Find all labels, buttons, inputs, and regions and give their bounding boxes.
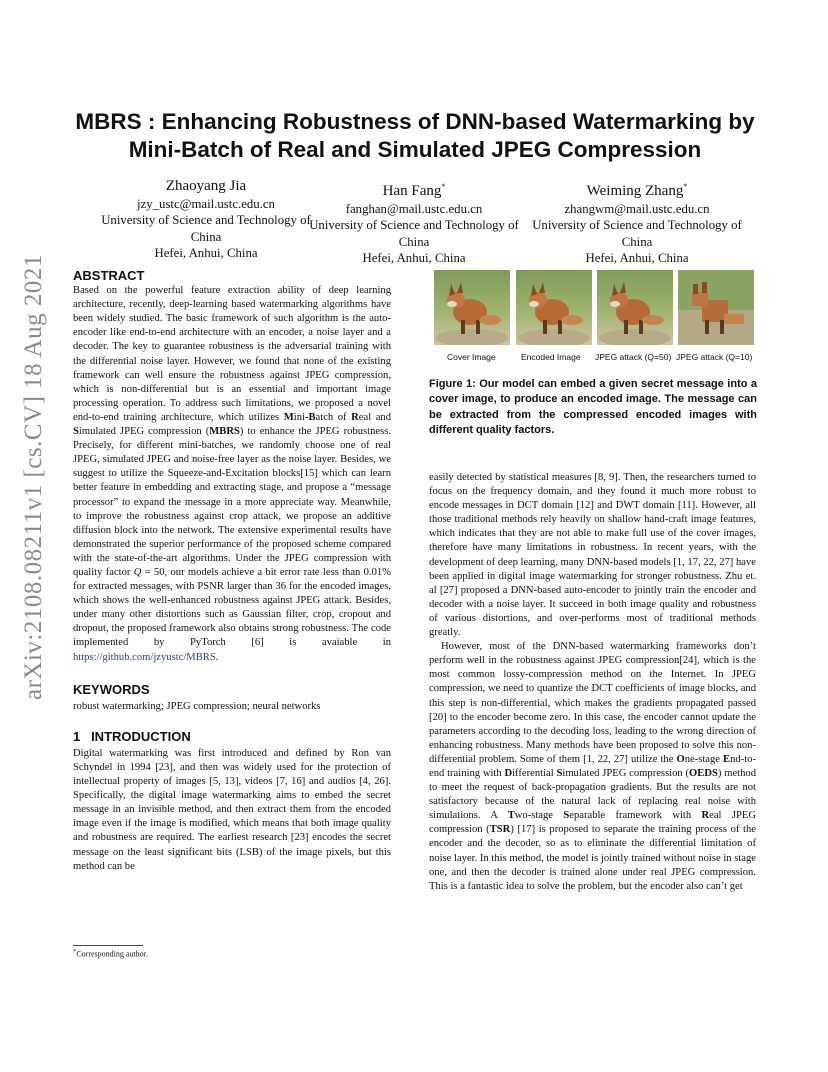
- introduction-text: Digital watermarking was first introduced and defined by Ron van Schyndel in 1994 [23], and then was widely used for the protection of intellectual property of images [5, 13], videos [7, 16] and audios [4, 26]. Specifically, the digital image watermarking aims to embed the secret message in an invisible method, and then extract them from the encoded image even if the image is modified, which means that both image quality and robustness are required. The earliest research [23] encodes the secret message on the least significant bits (LSB) of the image pixels, but this method can be: [73, 747, 391, 872]
- author-location: Hefei, Anhui, China: [362, 250, 466, 265]
- keywords-heading: KEYWORDS: [73, 681, 150, 697]
- github-link[interactable]: https://github.com/jzyustc/MBRS: [73, 651, 216, 663]
- figure-label: Encoded Image: [521, 352, 581, 362]
- corresponding-mark: *: [683, 182, 688, 191]
- figure-caption: Figure 1: Our model can embed a given secret message into a cover image, to produce an encoded image. The message can be extracted from the compressed encoded images with different quality factors.: [429, 378, 757, 436]
- author-name: Weiming Zhang: [586, 183, 684, 199]
- introduction-heading: 1 INTRODUCTION: [73, 728, 191, 744]
- author-affiliation: University of Science and Technology of China: [101, 213, 311, 244]
- author-block-3: [527, 177, 747, 266]
- body-paragraph: easily detected by statistical measures [8, 9]. Then, the researchers turned to focus on the frequency domain, and they found it much more robust to encode messages in DCT domain [12] and DWT domain [11]. However, all those traditional methods rely heavily on shallow hand-craft image features, which indicates that they are not able to make full use of the cover images, therefore have many limitations in robustness. In recent years, with the development of deep learning, many DNN-based models [1, 17, 22, 27] have been applied in digital image watermarking for stronger robustness. Zhu et. al [27] proposed a DNN-based auto-encoder to jointly train the encoder and decoder with a noise layer. It succeed in both image quality and robustness of various distortions, and over-performs most of traditional methods greatly.: [429, 472, 756, 639]
- figure-label: JPEG attack (Q=10): [676, 352, 753, 362]
- body-paragraph: However, most of the DNN-based watermarking frameworks don’t perform well in the robustness against JPEG compression[24], which is the most common lossy-compression method on the Internet. In JPEG compression, we need to quantize the DCT coefficients of image blocks, and this step is non-differential, which makes the gradients propagated passed [20] to the encoder become zero. In this case, the encoder cannot update the parameters according to the decoding loss, leading to the wrong direction of enhancing robustness. Many methods have been proposed to solve this non-differential problem. Some of them [1, 22, 27] utilize the One-stage End-to-end training with Differential Simulated JPEG compression (OEDS) method to meet the request of back-propagation gradients. But the results are not satisfactory because of the natural lack of replacing real noise with simulations. A Two-stage Separable framework with Real JPEG compression (TSR) [17] is proposed to separate the training process of the encoder and the decoder, so as to eliminate the differential limitation of noise layer. In this method, the model is jointly trained without noise in stage one, and then the decoder is trained alone under real JPEG compression. This is a fantastic idea to solve the problem, but the encoder also can’t get: [429, 641, 756, 892]
- author-email: zhangwm@mail.ustc.edu.cn: [564, 202, 710, 216]
- author-affiliation: University of Science and Technology of China: [532, 218, 742, 249]
- figure-label: Cover Image: [447, 352, 496, 362]
- jpeg-q50-image: [597, 270, 673, 345]
- corresponding-mark: *: [441, 182, 446, 191]
- abstract-heading: ABSTRACT: [73, 268, 145, 283]
- author-email: jzy_ustc@mail.ustc.edu.cn: [137, 197, 275, 211]
- paper-title: MBRS : Enhancing Robustness of DNN-based Watermarking by Mini-Batch of Real and Simulated JPEG Compression: [75, 109, 755, 162]
- right-column: [429, 471, 756, 894]
- cover-image: [434, 270, 510, 345]
- arxiv-identifier: arXiv:2108.08211v1 [cs.CV] 18 Aug 2021: [20, 254, 47, 700]
- author-affiliation: University of Science and Technology of China: [309, 218, 519, 249]
- author-location: Hefei, Anhui, China: [585, 250, 689, 265]
- author-block-1: [96, 177, 316, 261]
- author-block-2: [304, 177, 524, 266]
- figure-label: JPEG attack (Q=50): [595, 352, 672, 362]
- keywords-text: robust watermarking; JPEG compression; neural networks: [73, 700, 321, 712]
- author-name: Han Fang: [382, 183, 442, 199]
- abstract-text: Based on the powerful feature extraction ability of deep learning architecture, recently, deep-learning based watermarking algorithms have been widely studied. The basic framework of such algorithm is the auto-encoder like end-to-end architecture with an encoder, a noise layer and a decoder. The key to guarantee robustness is the adversarial training with the differential noise layer. However, we found that none of the existing framework can well ensure the robustness against JPEG compression, which is non-differential but is an essential and important image processing operation. To address such limitations, we proposed a novel end-to-end training architecture, which utilizes Mini-Batch of Real and Simulated JPEG compression (MBRS) to enhance the JPEG robustness. Precisely, for different mini-batches, we randomly choose one of real JPEG, simulated JPEG and noise-free layer as the noise layer. Besides, we suggest to utilize the Squeeze-and-Excitation blocks[15] which can learn better feature in embedding and extracting stage, and propose a “message processor” to expand the message in a more appreciate way. Meanwhile, to improve the robustness against crop attack, we propose an additive diffusion block into the network. The extensive experimental results have demonstrated the superior performance of the proposed scheme compared with the state-of-the-art algorithms. Under the JPEG compression with quality factor Q = 50, our models achieve a bit error rate less than 0.01% for extracted messages, with PSNR larger than 36 for the encoded images, which shows the well-enhanced robustness against JPEG attack. Besides, under many other distortions such as Gaussian filter, crop, cropout and dropout, the proposed framework also obtains strong robustness. The code implemented by PyTorch [6] is avaiable in https://github.com/jzyustc/MBRS.: [73, 285, 392, 663]
- left-column: [73, 269, 391, 874]
- footnote: *Corresponding author.: [73, 948, 148, 959]
- encoded-image: [516, 270, 592, 345]
- author-email: fanghan@mail.ustc.edu.cn: [345, 202, 483, 216]
- author-name: Zhaoyang Jia: [165, 178, 247, 194]
- footnote-rule: [73, 945, 143, 946]
- author-location: Hefei, Anhui, China: [154, 245, 258, 260]
- jpeg-q10-image: [678, 270, 754, 345]
